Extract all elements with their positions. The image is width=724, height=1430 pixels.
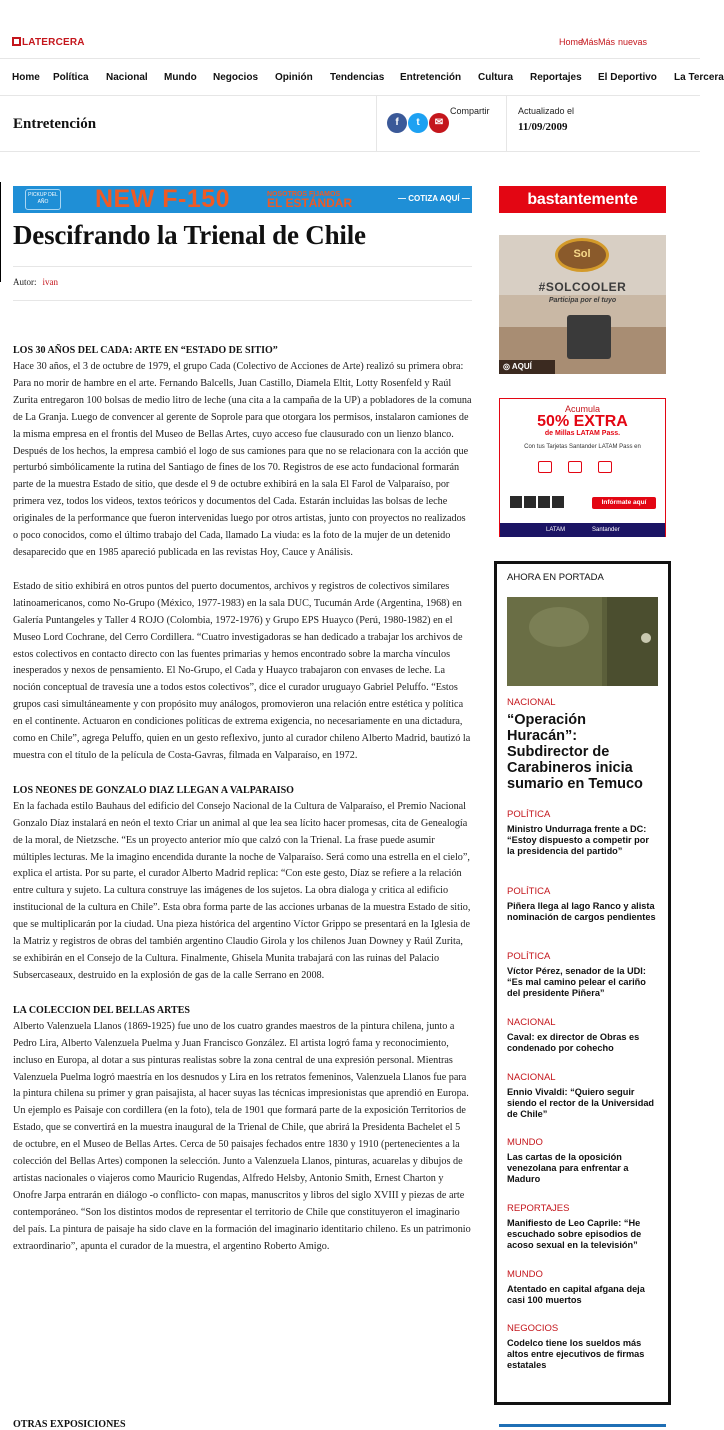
photo-shape <box>529 607 589 647</box>
portada-item[interactable] <box>507 1323 659 1372</box>
photo-shape <box>641 633 651 643</box>
portada-title[interactable]: Codelco tiene los sueldos más altos entre ejecutivos de firmas estatales <box>507 1338 645 1371</box>
ad-brand-latam: LATAM <box>546 527 566 533</box>
nav-item-opinion[interactable]: Opinión <box>275 72 313 83</box>
article-title: Descifrando la Trienal de Chile <box>13 220 366 250</box>
article-author <box>13 277 58 287</box>
email-icon[interactable]: ✉ <box>429 113 449 133</box>
share-label: Compartir <box>450 106 490 116</box>
portada-category[interactable]: REPORTAJES <box>507 1203 570 1214</box>
portada-item[interactable] <box>507 886 659 923</box>
section-heading: LOS 30 AÑOS DEL CADA: ARTE EN “ESTADO DE SITIO” <box>13 345 278 356</box>
nav-item-reportajes[interactable]: Reportajes <box>530 72 582 83</box>
divider <box>13 300 472 301</box>
section-header <box>0 96 700 152</box>
portada-item[interactable] <box>507 1203 659 1252</box>
divider <box>376 96 377 152</box>
ahora-en-portada <box>494 561 671 1405</box>
ad-badge: PICKUP DEL AÑO <box>25 189 61 210</box>
card-image <box>552 496 564 508</box>
section-title: Entretención <box>13 116 97 132</box>
portada-title[interactable]: Piñera llega al lago Ranco y alista nominación de cargos pendientes <box>507 901 656 923</box>
portada-category[interactable]: POLÍTICA <box>507 809 551 820</box>
nav-item-la-tercera[interactable]: La Tercera <box>674 72 724 83</box>
portada-item[interactable] <box>507 1072 659 1121</box>
article-paragraph: Estado de sitio exhibirá en otros puntos del puerto documentos, archivos y registros de colectivos similares latinoamericanos, como No-Grupo (México, 1977-1983) en la sala DUC, Tucumán Arde (Argentina, 1968) en Galería Puntangeles y Taller 4 ROJO (Colombia, 1972-1976) y Grupo EPS Huayco (Perú, 1980-1982) en el Museo Lord Cochrane, del Cerro Cordillera. “Cuatro investigadoras se han dedicado a trabajar los archivos de estos colectivos en contacto directo con las fuentes primarias y hemos encontrado sobre la marcha vínculos inesperados y nexos de pensamiento. El No-Grupo, el Cada y Huayco trabajaron con envases de leche. La noción conceptual de travesía une a todos estos colectivos”, dice el curador uruguayo Gabriel Peluffo. “Estos grupos casi simultáneamente y con propósito muy análogos, promovieron una relación entre estética y política en el continente. Actuaron en condiciones políticas de extrema exigencia, no necesariamente en una dictadura, como en Chile”, agrega Peluffo, quien en un gesto reflexivo, junto al curador chileno Alberto Madrid, bautizó la muestra con el título de la película de Costa-Gavras, filmada en Valparaíso, en 1972. <box>13 580 471 761</box>
facebook-icon[interactable]: f <box>387 113 407 133</box>
card-image <box>538 496 550 508</box>
portada-title[interactable]: “Operación Huracán”: Subdirector de Carabineros inicia sumario en Temuco <box>507 712 643 792</box>
sidebar-next-block <box>499 1424 666 1427</box>
nav-item-tendencias[interactable]: Tendencias <box>330 72 385 83</box>
portada-label: AHORA EN PORTADA <box>507 572 604 583</box>
section-heading: LA COLECCION DEL BELLAS ARTES <box>13 1004 190 1016</box>
portada-title[interactable]: Manifiesto de Leo Caprile: “He escuchado sobre episodios de acoso sexual en la televisión” <box>507 1218 642 1251</box>
sidebar-ad-latam[interactable] <box>499 398 666 537</box>
divider <box>506 96 507 152</box>
portada-photo[interactable] <box>507 597 658 686</box>
banner-ad[interactable] <box>13 186 472 213</box>
card-image <box>524 496 536 508</box>
left-edge-line <box>0 182 1 282</box>
nav-item-nacional[interactable]: Nacional <box>106 72 148 83</box>
ad-slogan-line-1: NOSOTROS FIJAMOS <box>267 191 341 198</box>
ad-sol-badge: Sol <box>555 238 609 272</box>
nav-item-cultura[interactable]: Cultura <box>478 72 513 83</box>
sidebar-ad-cooler[interactable] <box>499 235 666 374</box>
nav-item-entretencion[interactable]: Entretención <box>400 72 462 83</box>
portada-category[interactable]: MUNDO <box>507 1137 543 1148</box>
ad-headline: 50% EXTRA <box>537 413 628 430</box>
article-paragraph: En la fachada estilo Bauhaus del edificio del Consejo Nacional de la Cultura de Valparaíso, el Premio Nacional Gonzalo Díaz instalará en neón el texto Criar un animal al que lea sea lícito hacer promesas, cita de Genealogía de la moral, de Nietzsche. “Es un proyecto anterior mío que calzó con la Trienal. La frase puede asumir múltiples lecturas. Me la imagino encendida durante la noche de Valparaíso. Será como una estrella en el cielo”, explica el artista. Por su parte, el curador Alberto Madrid replica: “Con este gesto, Díaz se refiere a la relación entre cultura y sujeto. La cultura construye las imágenes de los sujetos. La obra dialoga y critica al edificio institucional de la cultura en Chile”. Esta obra forma parte de las acciones urbanas de la muestra Estado de sitio, que se multiplicarán por la ciudad. Una pieza histórica del argentino Víctor Grippo se presentará en la Iglesia de la Matriz y registros de obras del también argentino Claudio Girola y los chilenos Juan Downey y Raúl Zurita, se exhibirán en el Consejo de la Cultura. Finalmente, Ghisela Munita trabajará con las ruinas del Palacio Subsercaseaux, destruido en la explosión de gas de la calle Serrano en 2008. <box>13 800 471 981</box>
ad-line: de Millas LATAM Pass. <box>544 430 621 437</box>
ad-brand-santander: Santander <box>592 527 620 533</box>
portada-title[interactable]: Ministro Undurraga frente a DC: “Estoy dispuesto a competir por la presidencia del partido” <box>507 824 649 857</box>
nav-item-negocios[interactable]: Negocios <box>213 72 259 83</box>
portada-item[interactable] <box>507 1269 659 1306</box>
nav-item-home[interactable]: Home <box>12 72 40 83</box>
portada-category[interactable]: NEGOCIOS <box>507 1323 559 1334</box>
store-icon <box>538 461 552 473</box>
portada-title[interactable]: Atentado en capital afgana deja casi 100 muertos <box>507 1284 645 1306</box>
author-label: Autor: <box>13 277 37 287</box>
nav-item-politica[interactable]: Política <box>53 72 89 83</box>
sidebar-ad-brand[interactable]: bastantemente <box>499 186 666 213</box>
card-images <box>510 496 570 510</box>
portada-category[interactable]: NACIONAL <box>507 1017 556 1028</box>
site-logo[interactable]: LATERCERA <box>12 37 85 48</box>
section-heading: LOS NEONES DE GONZALO DIAZ LLEGAN A VALPARAISO <box>13 784 294 796</box>
ad-line: Con tus Tarjetas Santander LATAM Pass en <box>524 444 641 450</box>
portada-item[interactable] <box>507 1137 659 1186</box>
nav-item-el-deportivo[interactable]: El Deportivo <box>598 72 657 83</box>
globe-icon <box>598 461 612 473</box>
portada-item[interactable] <box>507 951 659 1000</box>
ad-hashtag: #SOLCOOLER <box>538 280 627 294</box>
portada-category[interactable]: NACIONAL <box>507 697 556 708</box>
top-link-mas-2[interactable]: Más <box>598 37 616 47</box>
portada-category[interactable]: MUNDO <box>507 1269 543 1280</box>
article-body <box>13 342 472 1273</box>
article-paragraph: Alberto Valenzuela Llanos (1869-1925) fue uno de los cuatro grandes maestros de la pintura chilena, junto a Pedro Lira, Alberto Valenzuela Puelma y Juan Francisco González. El artista logró fama y reconocimiento, incluso en Europa, al dotar a sus pinturas realistas sobre la zona central de una expresión personal. Mientras Valenzuela Puelma logró maestría en los desnudos y Lira en los retratos femeninos, Valenzuela Llanos fue para la pintura chilena su primer y gran paisajista, al hacer suyas las técnicas impresionistas que aprendió en Europa. Un ejemplo es Paisaje con cordillera (en la foto), tela de 1901 que formará parte de la exposición Territorios de Estado, que se convertirá en la muestra inaugural de la Trienal de Chile, que abrirá la Presidenta Bachelet el 5 de octubre, en el Museo de Bellas Artes. Cerca de 50 paisajes fechados entre 1830 y 1910 (pertenecientes a la colección del Bellas Artes) componen la selección. Junto a Valenzuela Llanos, pinturas, acuarelas y dibujos de artistas nacionales o viajeros como Mauricio Rugendas, Alfredo Helsby, Antonio Smith, Ernest Charton y Onofre Jarpa entrarán en diálogo -o conflicto- con mapas, manuscritos y libros del siglo XVIII y piezas de arte contemporáneo. “Son los distintos modos de representar el territorio de Chile que constituyeron el imaginario del país. La pintura de paisaje ha sido clave en la formación del imaginario identitario chileno. Es un patrimonio extraordinario”, apunta el curador de la muestra, el argentino Roberto Amigo. <box>13 1020 471 1252</box>
ad-slogan <box>267 190 352 208</box>
top-link-nuevas[interactable]: nuevas <box>618 37 648 47</box>
ad-headline: NEW F-150 <box>95 185 231 213</box>
author-name[interactable]: ivan <box>42 277 58 287</box>
section-heading: OTRAS EXPOSICIONES <box>13 1419 126 1430</box>
portada-category[interactable]: POLÍTICA <box>507 951 551 962</box>
photo-shape <box>607 597 658 686</box>
portada-title[interactable]: Las cartas de la oposición venezolana para enfrentar a Maduro <box>507 1152 629 1185</box>
portada-item[interactable] <box>507 809 659 858</box>
top-bar <box>0 0 700 58</box>
portada-title[interactable]: Víctor Pérez, senador de la UDI: “Es mal camino pelear el cariño del presidente Piñera” <box>507 966 646 999</box>
nav-item-mundo[interactable]: Mundo <box>164 72 197 83</box>
logo-mark-icon <box>12 37 21 46</box>
portada-category[interactable]: NACIONAL <box>507 1072 556 1083</box>
cooler-image <box>567 315 611 359</box>
ad-line: Acumula <box>564 404 600 414</box>
twitter-icon[interactable]: t <box>408 113 428 133</box>
portada-title[interactable]: Ennio Vivaldi: “Quiero seguir siendo el rector de la Universidad de Chile” <box>507 1087 655 1120</box>
instagram-icon: ◎ <box>503 362 512 371</box>
main-nav <box>0 58 724 96</box>
portada-item[interactable] <box>507 697 659 792</box>
ad-cta[interactable]: — COTIZA AQUÍ — <box>398 194 470 203</box>
portada-title[interactable]: Caval: ex director de Obras es condenado por cohecho <box>507 1032 640 1054</box>
cart-icon <box>568 461 582 473</box>
portada-item[interactable] <box>507 1017 659 1054</box>
top-link-mas-1[interactable]: Más <box>581 37 599 47</box>
ad-slogan-line-2: EL ESTÁNDAR <box>267 196 353 210</box>
updated-label: Actualizado el <box>518 106 575 116</box>
ad-button[interactable]: Infórmate aquí <box>592 497 656 509</box>
card-image <box>510 496 522 508</box>
ad-footer <box>500 523 665 537</box>
updated-date: 11/09/2009 <box>518 121 568 133</box>
ad-cta[interactable]: ◎ AQUÍ <box>499 360 555 374</box>
article-paragraph: Hace 30 años, el 3 de octubre de 1979, el grupo Cada (Colectivo de Acciones de Arte) realizó su primera obra: Para no morir de hambre en el arte. Fernando Balcells, Juan Castillo, Diamela Eltit, Lotty Rosenfeld y Raúl Zurita entregaron 100 bolsas de medio litro de leche (una cita a la campaña de la UP) a pobladores de la comuna de La Granja. Luego de convencer al gerente de Soprole para que otorgara los permisos, instalaron camiones de la misma empresa en el frontis del Museo de Bellas Artes, cuyo acceso fue clausurado con un lienzo blanco. Después de los hechos, la empresa cambió el logo de sus camiones para que no se relacionara con la acción que perturbó simbólicamente la rutina del Santiago de fines de los 70. Registros de ese acto fundacional formarán parte de la muestra Estado de sitio, que desde el 9 de octubre exhibirá en la sala El Farol de Valparaíso, por primera vez, todos los videos, textos teóricos y documentos del Cada. Estarán incluidas las bolsas de leche originales de la performance que fueron intervenidas luego por otros artistas, junto con proyectos no realizados o poco conocidos, como el último trabajo del Cada, llamado La viuda: es la foto de la mujer de un detenido desaparecido que en 1985 apareció publicada en las revistas Hoy, Cauce y Análisis. <box>13 361 472 558</box>
divider <box>13 266 472 267</box>
top-link-home[interactable]: Home <box>559 37 584 47</box>
ad-subtitle: Participa por el tuyo <box>548 297 617 304</box>
portada-category[interactable]: POLÍTICA <box>507 886 551 897</box>
